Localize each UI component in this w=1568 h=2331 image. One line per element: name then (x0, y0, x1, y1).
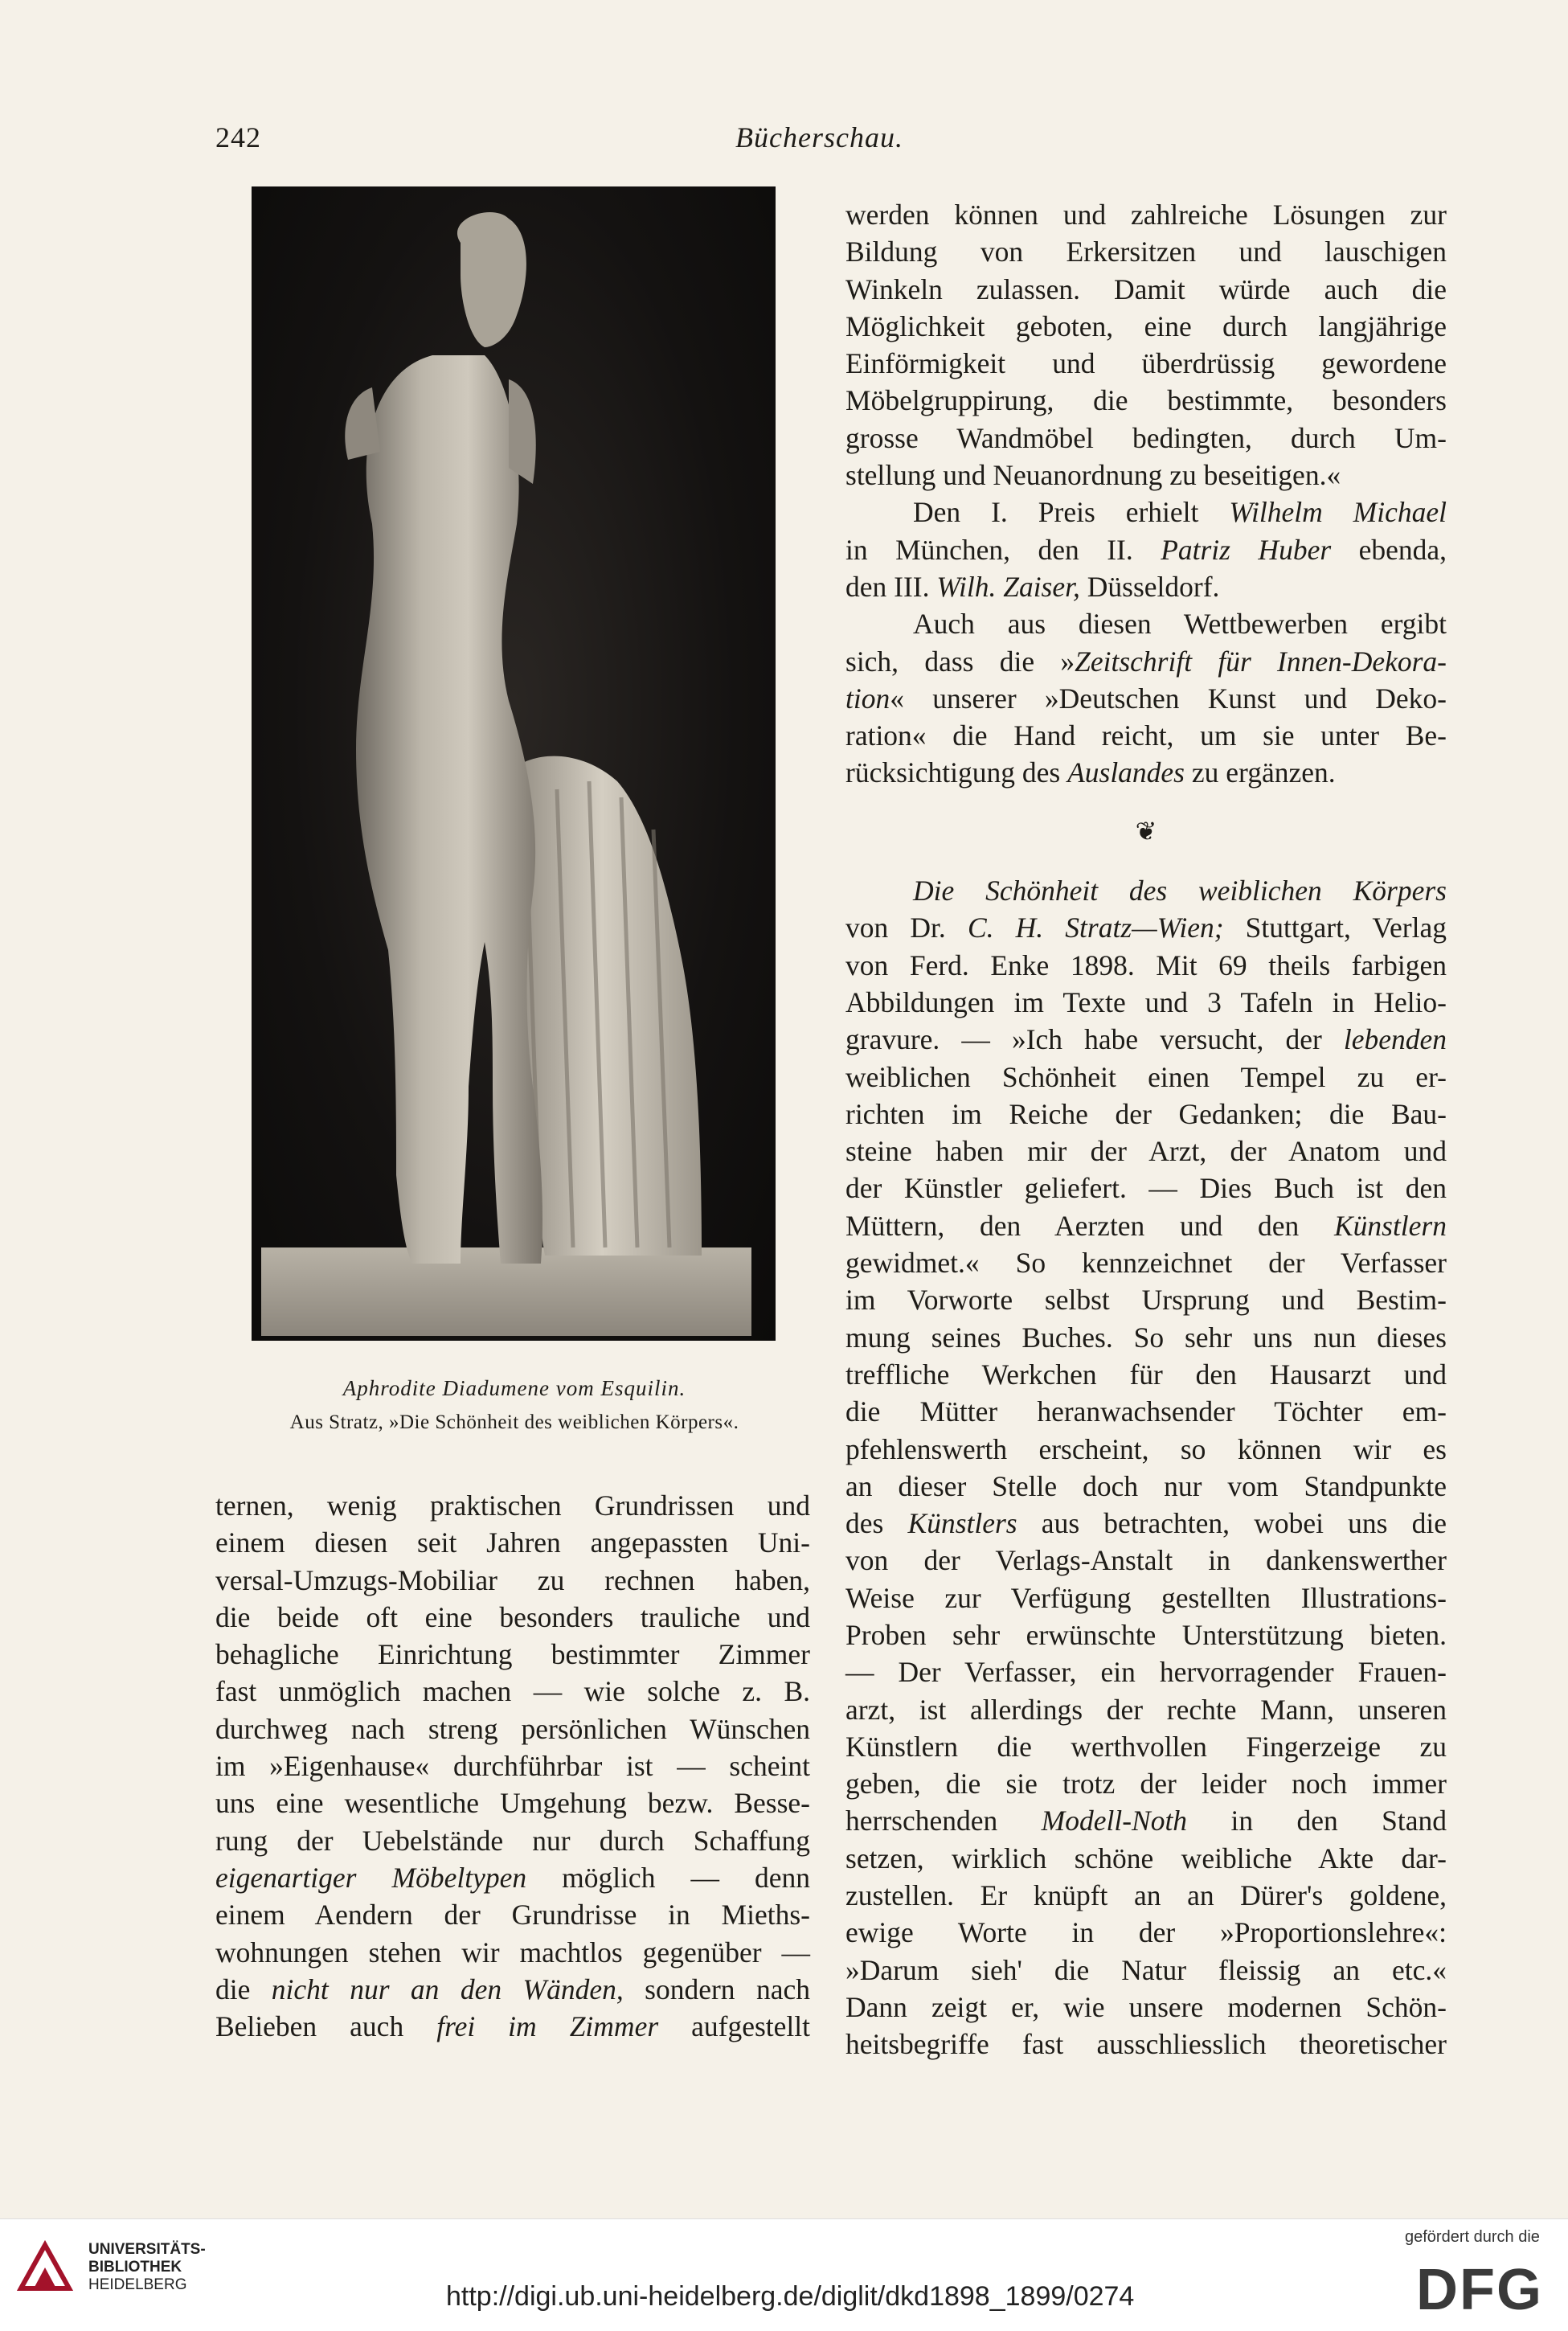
text-line: Den I. Preis erhielt Wilhelm Michael (913, 496, 1447, 529)
text-line: Auch aus diesen Wettbewerben ergibt (913, 608, 1447, 641)
figure-caption-title: Aphrodite Diadumene vom Esquilin. (342, 1376, 686, 1400)
text-line: des Künstlers aus betrachten, wobei uns die (845, 1507, 1447, 1540)
text-line: rücksichtigung des Auslandes zu ergänzen. (845, 756, 1336, 789)
text-line: werden können und zahlreiche Lösungen zur (845, 199, 1447, 231)
text-line: weiblichen Schönheit einen Tempel zu er- (845, 1060, 1447, 1093)
page-number: 242 (215, 121, 261, 154)
running-title: Bücherschau. (735, 121, 903, 154)
text-line: gewidmet.« So kennzeichnet der Verfasser (845, 1247, 1447, 1280)
text-line: die beide oft eine besonders trauliche und (215, 1600, 810, 1633)
text-line: einem Aendern der Grundrisse in Mieths- (215, 1899, 810, 1932)
text-line: richten im Reiche der Gedanken; die Bau- (845, 1097, 1447, 1130)
text-line: wohnungen stehen wir machtlos gegenüber — (215, 1936, 810, 1968)
text-line: die nicht nur an den Wänden, sondern nach (215, 1973, 810, 2005)
text-line: Künstlern die werthvollen Fingerzeige zu (845, 1730, 1447, 1763)
permalink-url[interactable]: http://digi.ub.uni-heidelberg.de/diglit/dkd1898_1899/0274 (446, 2281, 1135, 2312)
paragraph-prizes (845, 494, 1447, 605)
viewer-footer (0, 2218, 1568, 2331)
text-line: gravure. — »Ich habe versucht, der lebenden (845, 1023, 1447, 1056)
text-line: durchweg nach streng persönlichen Wünschen (215, 1712, 810, 1745)
text-line: an dieser Stelle doch nur vom Standpunkte (845, 1469, 1447, 1502)
text-line: der Künstler geliefert. — Dies Buch ist den (845, 1172, 1447, 1205)
paragraph-continuation (215, 1487, 810, 2045)
text-line: herrschenden Modell-Noth in den Stand (845, 1805, 1447, 1837)
text-line: stellung und Neuanordnung zu beseitigen.« (845, 459, 1341, 492)
text-line: Bildung von Erkersitzen und lauschigen (845, 236, 1447, 268)
text-line: behagliche Einrichtung bestimmter Zimmer (215, 1638, 810, 1671)
text-line: ternen, wenig praktischen Grundrissen und (215, 1489, 810, 1522)
text-line: einem diesen seit Jahren angepassten Uni- (215, 1526, 810, 1559)
text-line: grosse Wandmöbel bedingten, durch Um- (845, 421, 1447, 454)
text-line: ration« die Hand reicht, um sie unter Be- (845, 719, 1447, 752)
text-line: rung der Uebelstände nur durch Schaffung (215, 1824, 810, 1857)
text-line: versal-Umzugs-Mobiliar zu rechnen haben, (215, 1563, 810, 1596)
figure-caption-source: Aus Stratz, »Die Schönheit des weiblichen Körpers«. (289, 1411, 739, 1433)
text-line: Proben sehr erwünschte Unterstützung bieten. (845, 1618, 1447, 1651)
right-text-column (845, 196, 1447, 2063)
right-arm-stump (509, 379, 536, 484)
text-line: Abbildungen im Texte und 3 Tafeln in Helio- (845, 985, 1447, 1018)
text-line: arzt, ist allerdings der rechte Mann, unseren (845, 1693, 1447, 1726)
text-line: Belieben auch frei im Zimmer aufgestellt (215, 2010, 811, 2043)
text-line: von Ferd. Enke 1898. Mit 69 theils farbigen (845, 948, 1447, 981)
university-library-logo-icon[interactable] (14, 2239, 76, 2300)
text-line: Möglichkeit geboten, eine durch langjährige (845, 309, 1447, 342)
text-line: uns eine wesentliche Umgehung bezw. Besse- (215, 1787, 810, 1820)
section-ornament: ❦ (1135, 816, 1157, 846)
text-line: tion« unserer »Deutschen Kunst und Deko- (845, 682, 1447, 715)
text-line: Müttern, den Aerzten und den Künstlern (845, 1209, 1447, 1242)
library-name-line: BIBLIOTHEK (88, 2259, 182, 2276)
library-name-line: UNIVERSITÄTS- (88, 2241, 206, 2258)
text-line: setzen, wirklich schöne weibliche Akte dar- (845, 1841, 1447, 1874)
text-line: — Der Verfasser, ein hervorragender Frauen- (845, 1656, 1447, 1689)
winner-name: Wilhelm Michael (1229, 496, 1447, 529)
text-line: eigenartiger Möbeltypen möglich — denn (215, 1861, 810, 1894)
book-review (845, 872, 1447, 2063)
text-line: treffliche Werkchen für den Hausarzt und (845, 1358, 1447, 1391)
book-title: Die Schönheit des weiblichen Körpers (913, 875, 1447, 907)
paragraph-continuation (845, 196, 1447, 494)
text-line: ewige Worte in der »Proportionslehre«: (845, 1916, 1447, 1949)
text-line: von Dr. C. H. Stratz—Wien; Stuttgart, Verlag (845, 912, 1447, 944)
funded-by-label: gefördert durch die (1405, 2228, 1540, 2246)
text-line: fast unmöglich machen — wie solche z. B. (215, 1675, 810, 1708)
text-line: im Vorworte selbst Ursprung und Bestim- (845, 1284, 1447, 1317)
text-line: Winkeln zulassen. Damit würde auch die (845, 272, 1447, 305)
book-author: C. H. Stratz—Wien; (967, 912, 1224, 944)
paragraph-competition (845, 605, 1447, 791)
text-line: die Mütter heranwachsender Töchter em- (845, 1395, 1447, 1428)
text-line: den III. Wilh. Zaiser, Düsseldorf. (845, 570, 1220, 603)
dfg-logo[interactable]: DFG (1416, 2258, 1543, 2322)
text-line: Einförmigkeit und überdrüssig gewordene (845, 347, 1447, 380)
winner-name: Wilh. Zaiser, (936, 570, 1080, 603)
winner-name: Patriz Huber (1161, 533, 1332, 566)
text-line: Möbelgruppirung, die bestimmte, besonders (845, 384, 1447, 417)
statue-body (356, 355, 542, 1264)
text-line: im »Eigenhause« durchführbar ist — scheint (215, 1750, 810, 1783)
statue-head (457, 212, 526, 347)
text-line: zustellen. Er knüpft an an Dürer's goldene, (845, 1879, 1447, 1912)
text-line: in München, den II. Patriz Huber ebenda, (845, 533, 1447, 566)
text-line: sich, dass die »Zeitschrift für Innen-Dekora- (845, 645, 1447, 678)
text-line: Dann zeigt er, wie unsere modernen Schön- (845, 1990, 1447, 2023)
text-line: mung seines Buches. So sehr uns nun dieses (845, 1321, 1447, 1354)
text-line: geben, die sie trotz der leider noch immer (845, 1768, 1447, 1800)
text-line: pfehlenswerth erscheint, so können wir es (845, 1432, 1447, 1465)
text-line: steine haben mir der Arzt, der Anatom und (845, 1135, 1447, 1168)
text-line: »Darum sieh' die Natur fleissig an etc.« (845, 1953, 1447, 1986)
text-line: Weise zur Verfügung gestellten Illustrations- (845, 1581, 1447, 1614)
left-arm-stump (345, 387, 380, 460)
statue-photograph (252, 186, 776, 1341)
text-line: heitsbegriffe fast ausschliesslich theoretischer (845, 2028, 1447, 2061)
text-line: von der Verlags-Anstalt in dankenswerther (845, 1544, 1447, 1577)
library-name-line: HEIDELBERG (88, 2276, 187, 2293)
left-text-column (215, 1487, 810, 2045)
